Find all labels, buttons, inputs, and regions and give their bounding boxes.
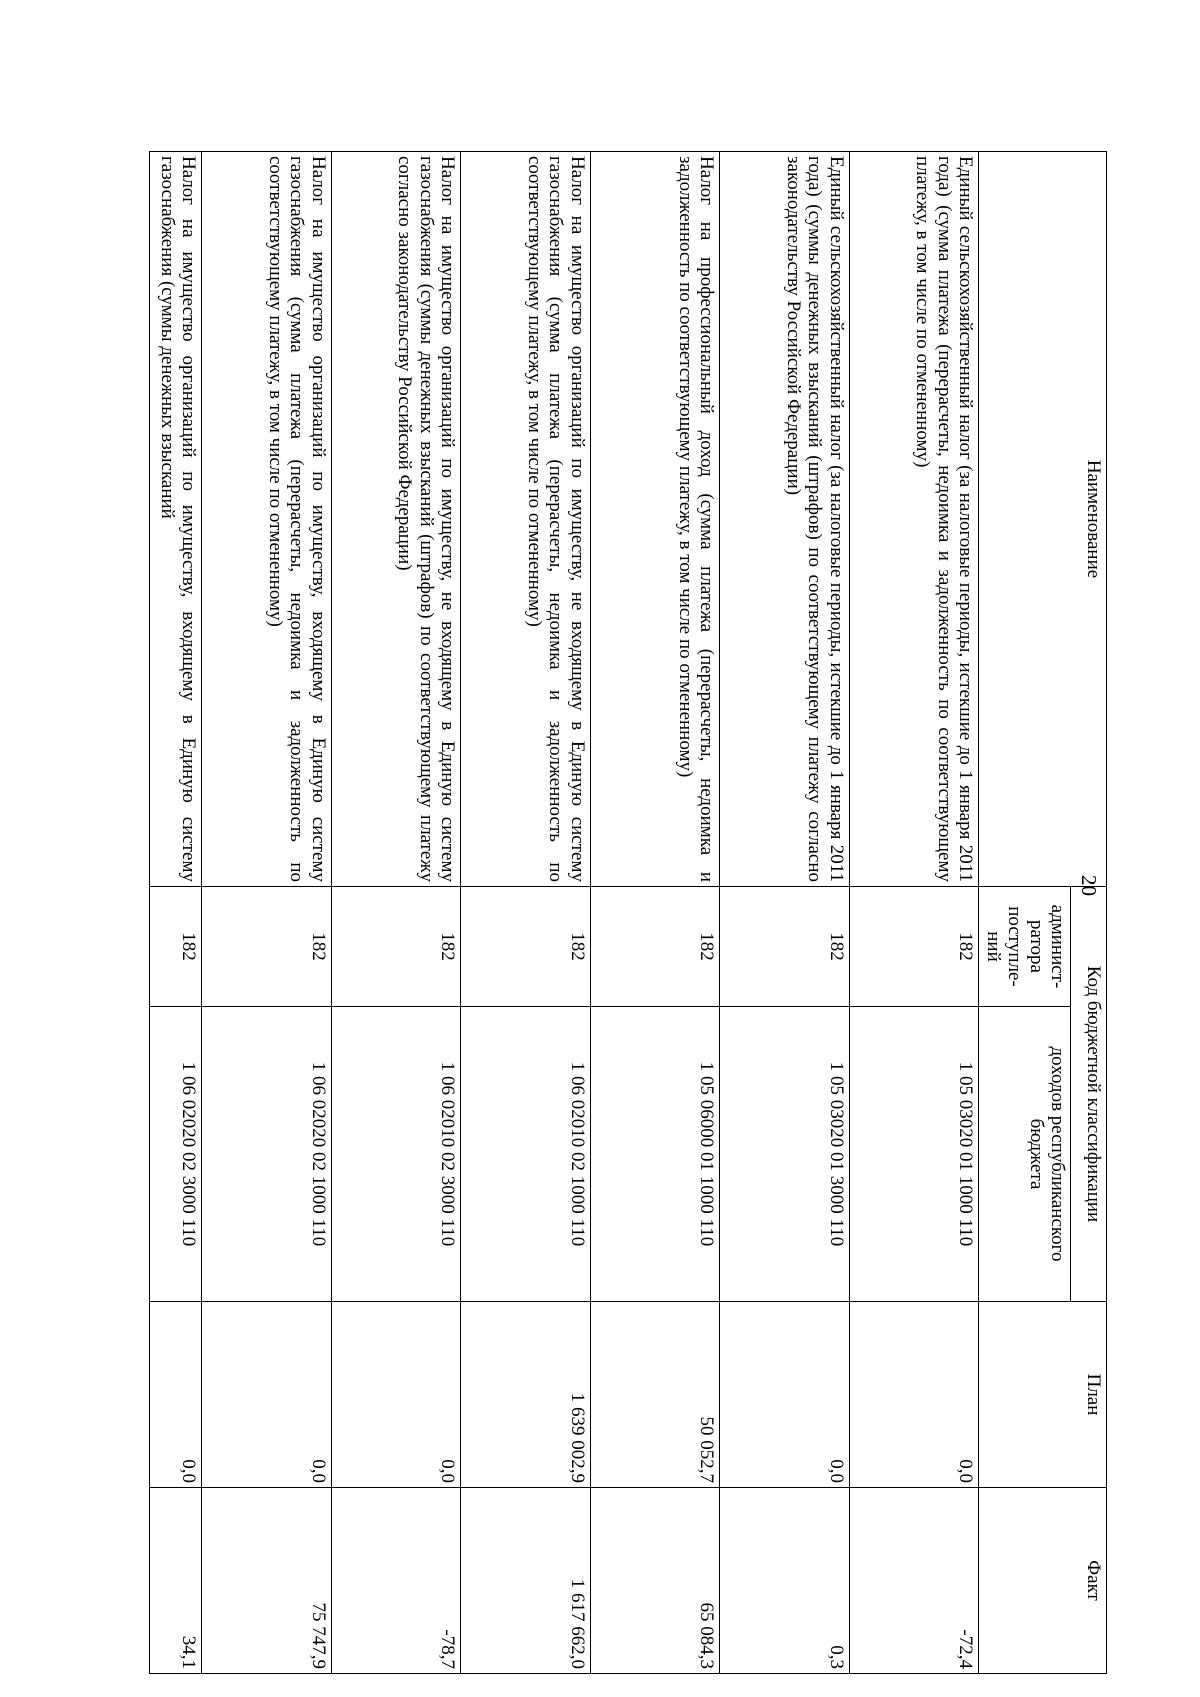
cell-name: Единый сельскохозяйственный налог (за налоговые периоды, истекшие до 1 января 2011 года) (сумма платежа (перерасчеты, недоимка и задолженность по соответствующему платежу, в том числе по отмененному) (849, 152, 978, 887)
cell-fact: 1 617 662,0 (461, 1488, 590, 1674)
header-income: доходов республиканского бюджета (979, 1007, 1071, 1302)
header-plan: План (979, 1302, 1107, 1488)
cell-name: Налог на имущество организаций по имуществу, входящему в Единую систему газоснабжения (сумма платежа (перерасчеты, недоимка и задолженность по соответствующему платежу, в том числе по отмененному) (202, 152, 331, 887)
cell-plan: 50 052,7 (590, 1302, 719, 1488)
cell-fact: -72,4 (849, 1488, 978, 1674)
table-row (331, 152, 460, 1674)
header-name: Наименование (979, 152, 1107, 887)
header-fact: Факт (979, 1488, 1107, 1674)
table-row (720, 152, 849, 1674)
header-admin: админист-ратора поступле-ний (979, 887, 1071, 1007)
cell-income-code: 1 06 02020 02 1000 110 (202, 1007, 331, 1302)
cell-fact: 0,3 (720, 1488, 849, 1674)
cell-income-code: 1 05 03020 01 1000 110 (849, 1007, 978, 1302)
table-row (849, 152, 978, 1674)
cell-fact: 34,1 (150, 1488, 202, 1674)
cell-admin-code: 182 (331, 887, 460, 1007)
cell-fact: 65 084,3 (590, 1488, 719, 1674)
cell-name: Налог на имущество организаций по имуществу, входящему в Единую систему газоснабжения (суммы денежных взысканий (150, 152, 202, 887)
cell-plan: 1 639 002,9 (461, 1302, 590, 1488)
cell-plan: 0,0 (720, 1302, 849, 1488)
table-row (461, 152, 590, 1674)
cell-name: Единый сельскохозяйственный налог (за налоговые периоды, истекшие до 1 января 2011 года) (суммы денежных взысканий (штрафов) по соответствующему платежу согласно законодательству Российской Федерации) (720, 152, 849, 887)
cell-name: Налог на профессиональный доход (сумма платежа (перерасчеты, недоимка и задолженность по соответствующему платежу, в том числе по отмененному) (590, 152, 719, 887)
cell-income-code: 1 06 02020 02 3000 110 (150, 1007, 202, 1302)
cell-fact: -78,7 (331, 1488, 460, 1674)
cell-income-code: 1 06 02010 02 3000 110 (331, 1007, 460, 1302)
cell-plan: 0,0 (202, 1302, 331, 1488)
cell-admin-code: 182 (590, 887, 719, 1007)
cell-income-code: 1 05 06000 01 1000 110 (590, 1007, 719, 1302)
rotated-table-wrapper (149, 151, 1107, 1673)
cell-fact: 75 747,9 (202, 1488, 331, 1674)
table-row (150, 152, 202, 1674)
table-row (202, 152, 331, 1674)
cell-name: Налог на имущество организаций по имуществу, не входящему в Единую систему газоснабжения (суммы денежных взысканий (штрафов) по соответствующему платежу согласно законодательству Российской Федерации) (331, 152, 460, 887)
cell-plan: 0,0 (849, 1302, 978, 1488)
cell-income-code: 1 05 03020 01 3000 110 (720, 1007, 849, 1302)
page-number: 20 (1077, 875, 1101, 896)
cell-admin-code: 182 (150, 887, 202, 1007)
cell-admin-code: 182 (720, 887, 849, 1007)
cell-admin-code: 182 (202, 887, 331, 1007)
cell-admin-code: 182 (849, 887, 978, 1007)
cell-plan: 0,0 (150, 1302, 202, 1488)
budget-table (149, 151, 1107, 1674)
cell-plan: 0,0 (331, 1302, 460, 1488)
cell-admin-code: 182 (461, 887, 590, 1007)
cell-name: Налог на имущество организаций по имуществу, не входящему в Единую систему газоснабжения (сумма платежа (перерасчеты, недоимка и задолженность по соответствующему платежу, в том числе по отмененному) (461, 152, 590, 887)
table-row (590, 152, 719, 1674)
cell-income-code: 1 06 02010 02 1000 110 (461, 1007, 590, 1302)
header-kbk-group: Код бюджетной классификации (1071, 887, 1107, 1302)
